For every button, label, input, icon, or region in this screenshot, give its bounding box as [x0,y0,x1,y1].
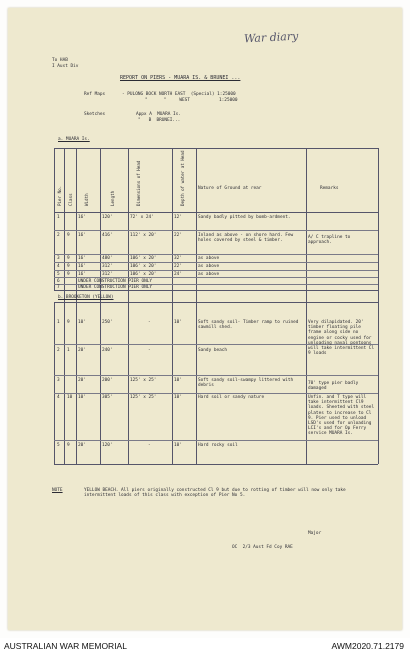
report-title: REPORT ON PIERS - MUARA IS. & BRUNEI ... [120,75,241,81]
handwritten-annotation: War diary [243,29,299,46]
addressee-line-2: I Aust Div [52,64,79,69]
header-length: Length [110,190,115,206]
header-head: Dimensions of Head [136,160,141,206]
sketches-line-1: Appx A MUARA Is. [136,112,181,117]
archive-reference: AWM2020.71.2179 [331,641,404,651]
header-pier-no: Pier No. [57,185,62,206]
header-width: Width [84,193,89,206]
header-ground: Nature of Ground at rear [198,186,262,191]
archive-footer [0,638,410,653]
header-class: Class [68,193,73,206]
signature-rank: Major [308,531,322,536]
header-depth: Depth of water at Head [180,150,185,206]
ref-maps-line-1: - PULONG BOCK NORTH EAST (Special) 1:25000 [122,92,236,97]
sketches-line-2: " B BRUNEI... [138,118,181,123]
sketches-label: Sketches [84,112,106,117]
header-remarks: Remarks [320,186,339,191]
note-text: YELLOW BEACH. All piers originally constructed Cl 9 but due to rotting of timber will now only take intermittent loads of this class with exception of Pier No 5. [84,488,346,499]
ref-maps-label: Ref Maps [84,92,106,97]
addressee-line-1: To HAB [52,58,68,63]
note-label: NOTE [52,488,63,493]
section-b-heading: b. BROOKETON (YELLOW) [58,295,114,300]
ref-maps-line-2: " " WEST 1:25000 [145,98,238,103]
section-a-heading: a. MUARA Is. [58,137,90,142]
archive-name: AUSTRALIAN WAR MEMORIAL [4,641,127,651]
signature-unit: OC 2/3 Aust Fd Coy RAE [232,545,293,550]
